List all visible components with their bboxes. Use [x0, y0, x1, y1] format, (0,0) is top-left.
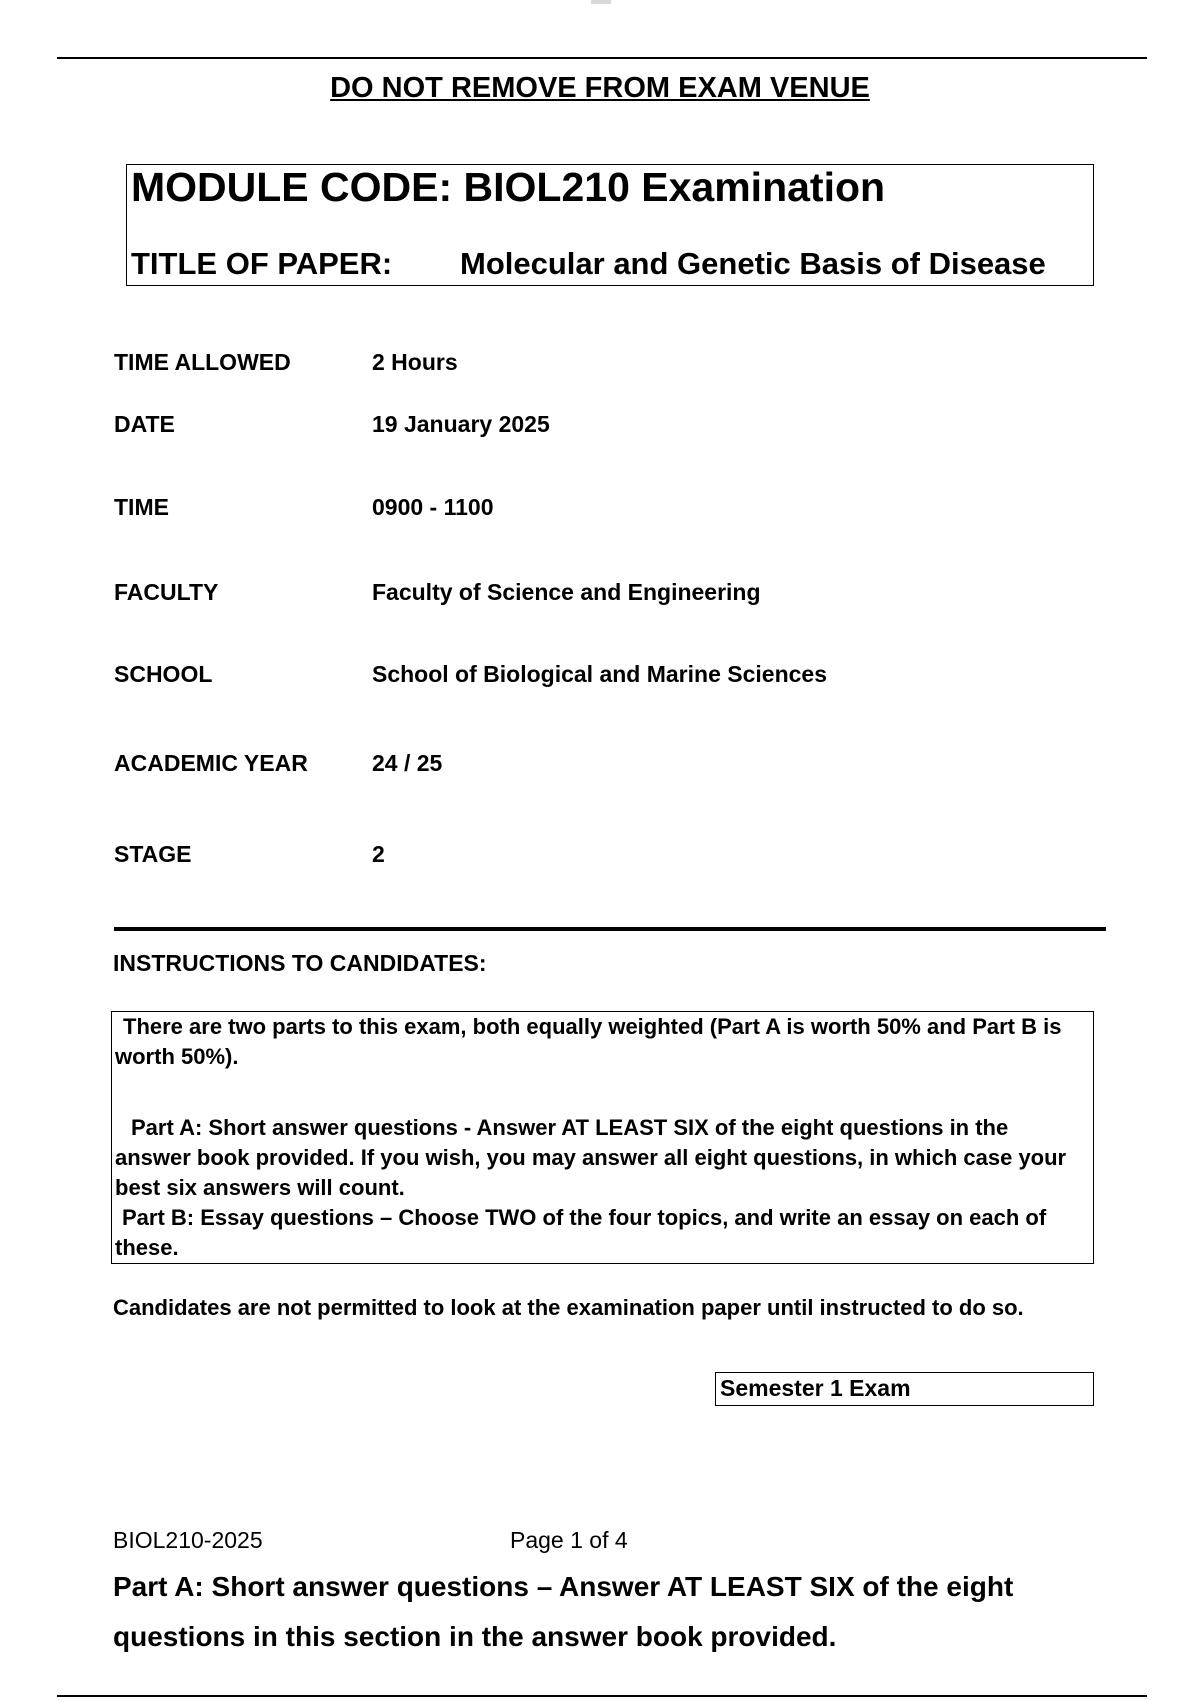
info-value-time: 0900 - 1100	[372, 494, 494, 520]
paper-title: Molecular and Genetic Basis of Disease	[460, 246, 1046, 281]
info-label-time-allowed: TIME ALLOWED	[114, 349, 291, 375]
instructions-part-b: Part B: Essay questions – Choose TWO of the four topics, and write an essay on each of these.	[115, 1205, 1047, 1260]
instructions-box	[111, 1011, 1094, 1264]
page-mark	[591, 0, 611, 4]
module-code: MODULE CODE: BIOL210 Examination	[131, 164, 886, 210]
info-label-time: TIME	[114, 494, 169, 520]
part-a-heading: Part A: Short answer questions – Answer AT LEAST SIX of the eight questions in this section in the answer book provided.	[113, 1571, 1014, 1652]
instructions-part-a: Part A: Short answer questions - Answer AT LEAST SIX of the eight questions in the answer book provided. If you wish, you may answer all eight questions, in which case your best six answers will count.	[115, 1115, 1067, 1200]
info-value-school: School of Biological and Marine Sciences	[372, 661, 827, 687]
info-value-faculty: Faculty of Science and Engineering	[372, 579, 761, 605]
info-value-academic-year: 24 / 25	[372, 750, 443, 776]
info-label-faculty: FACULTY	[114, 579, 219, 605]
instructions-heading: INSTRUCTIONS TO CANDIDATES:	[113, 950, 487, 976]
venue-notice: DO NOT REMOVE FROM EXAM VENUE	[330, 72, 870, 104]
top-rule	[57, 57, 1147, 59]
instructions-weighting: There are two parts to this exam, both equally weighted (Part A is worth 50% and Part B is worth 50%).	[115, 1014, 1062, 1069]
footer-page-number: Page 1 of 4	[510, 1527, 628, 1553]
section-divider	[114, 927, 1106, 931]
permission-notice: Candidates are not permitted to look at the examination paper until instructed to do so.	[113, 1295, 1024, 1320]
info-value-stage: 2	[372, 841, 385, 867]
info-label-academic-year: ACADEMIC YEAR	[114, 750, 308, 776]
paper-title-label: TITLE OF PAPER:	[131, 246, 393, 281]
info-label-stage: STAGE	[114, 841, 192, 867]
info-value-date: 19 January 2025	[372, 411, 550, 437]
bottom-rule	[57, 1695, 1147, 1697]
info-value-time-allowed: 2 Hours	[372, 349, 458, 375]
footer-code: BIOL210-2025	[113, 1527, 263, 1553]
info-label-date: DATE	[114, 411, 175, 437]
semester-label: Semester 1 Exam	[715, 1372, 1094, 1406]
info-label-school: SCHOOL	[114, 661, 213, 687]
